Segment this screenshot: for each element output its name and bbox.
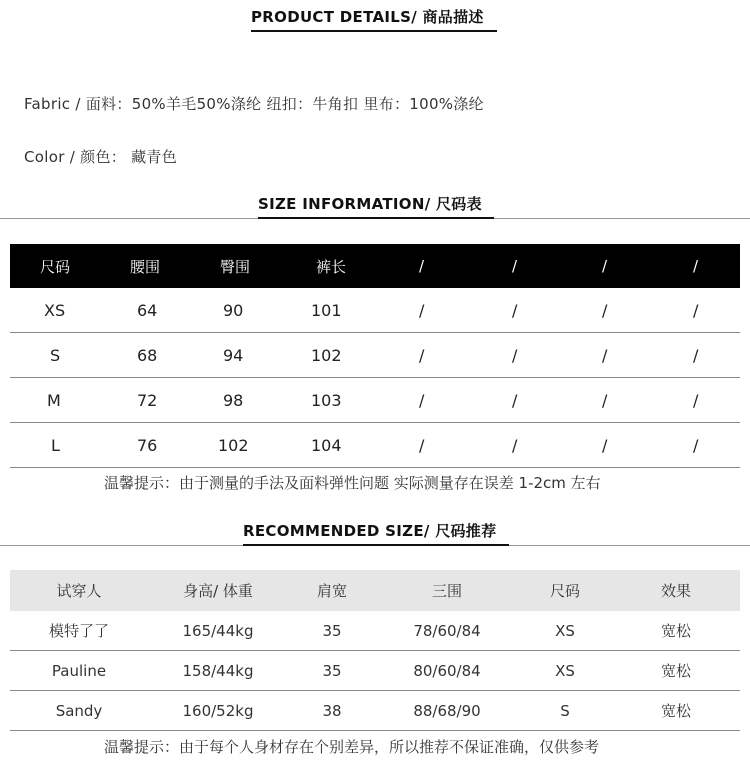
recommended-cell: 模特了了 xyxy=(10,611,148,651)
recommended-header-cell: 效果 xyxy=(612,570,740,611)
size-header-cell: / xyxy=(668,244,740,288)
recommended-note: 温馨提示：由于每个人身材存在个别差异，所以推荐不保证准确，仅供参考 xyxy=(104,738,600,756)
size-cell: / xyxy=(490,378,578,423)
size-header-cell: / xyxy=(578,244,668,288)
size-cell: / xyxy=(490,333,578,378)
color-line: Color / 颜色： 藏青色 xyxy=(24,148,178,166)
recommended-header-cell: 肩宽 xyxy=(288,570,376,611)
size-cell: / xyxy=(668,288,740,333)
size-cell: 94 xyxy=(198,333,291,378)
size-cell: XS xyxy=(10,288,110,333)
table-row xyxy=(10,378,740,423)
size-cell: 64 xyxy=(110,288,198,333)
recommended-cell: 宽松 xyxy=(612,611,740,651)
size-cell: / xyxy=(578,333,668,378)
size-cell: / xyxy=(490,423,578,468)
size-cell: S xyxy=(10,333,110,378)
table-row xyxy=(10,288,740,333)
recommended-cell: 165/44kg xyxy=(148,611,288,651)
size-header-cell: 尺码 xyxy=(10,244,110,288)
size-header-cell: 腰围 xyxy=(110,244,198,288)
size-cell: 101 xyxy=(291,288,397,333)
recommended-underline xyxy=(243,544,509,546)
recommended-cell: Sandy xyxy=(10,691,148,731)
size-cell: 98 xyxy=(198,378,291,423)
recommended-header-row xyxy=(10,570,740,611)
size-table xyxy=(10,244,740,468)
recommended-cell: XS xyxy=(518,611,612,651)
product-details-title: PRODUCT DETAILS/ 商品描述 xyxy=(251,8,484,26)
size-cell: M xyxy=(10,378,110,423)
recommended-cell: 158/44kg xyxy=(148,651,288,691)
size-cell: L xyxy=(10,423,110,468)
recommended-cell: 80/60/84 xyxy=(376,651,518,691)
recommended-header-cell: 尺码 xyxy=(518,570,612,611)
size-cell: 76 xyxy=(110,423,198,468)
size-cell: 102 xyxy=(198,423,291,468)
table-row xyxy=(10,423,740,468)
table-row xyxy=(10,691,740,731)
size-cell: / xyxy=(668,378,740,423)
recommended-title: RECOMMENDED SIZE/ 尺码推荐 xyxy=(243,522,497,540)
size-cell: / xyxy=(668,333,740,378)
recommended-cell: 88/68/90 xyxy=(376,691,518,731)
size-cell: 103 xyxy=(291,378,397,423)
recommended-cell: XS xyxy=(518,651,612,691)
size-cell: 68 xyxy=(110,333,198,378)
size-cell: / xyxy=(578,378,668,423)
size-cell: / xyxy=(668,423,740,468)
size-table-header-row xyxy=(10,244,740,288)
size-cell: 104 xyxy=(291,423,397,468)
recommended-cell: Pauline xyxy=(10,651,148,691)
size-info-underline xyxy=(258,217,494,219)
size-cell: / xyxy=(397,378,490,423)
recommended-header-cell: 试穿人 xyxy=(10,570,148,611)
size-header-cell: / xyxy=(397,244,490,288)
recommended-cell: 35 xyxy=(288,651,376,691)
recommended-header-cell: 三围 xyxy=(376,570,518,611)
recommended-cell: 38 xyxy=(288,691,376,731)
size-cell: 102 xyxy=(291,333,397,378)
size-header-cell: / xyxy=(490,244,578,288)
size-cell: / xyxy=(397,333,490,378)
size-note: 温馨提示：由于测量的手法及面料弹性问题 实际测量存在误差 1-2cm 左右 xyxy=(104,474,601,492)
recommended-cell: 160/52kg xyxy=(148,691,288,731)
recommended-cell: 宽松 xyxy=(612,651,740,691)
size-cell: / xyxy=(397,423,490,468)
product-details-underline xyxy=(251,30,497,32)
size-cell: / xyxy=(490,288,578,333)
recommended-cell: S xyxy=(518,691,612,731)
table-row xyxy=(10,651,740,691)
table-row xyxy=(10,611,740,651)
size-cell: 72 xyxy=(110,378,198,423)
size-cell: / xyxy=(578,423,668,468)
size-cell: 90 xyxy=(198,288,291,333)
recommended-cell: 78/60/84 xyxy=(376,611,518,651)
size-header-cell: 裤长 xyxy=(291,244,397,288)
size-cell: / xyxy=(397,288,490,333)
recommended-cell: 35 xyxy=(288,611,376,651)
size-header-cell: 臀围 xyxy=(198,244,291,288)
recommended-header-cell: 身高/ 体重 xyxy=(148,570,288,611)
recommended-cell: 宽松 xyxy=(612,691,740,731)
table-row xyxy=(10,333,740,378)
recommended-table xyxy=(10,570,740,731)
fabric-line: Fabric / 面料：50%羊毛50%涤纶 纽扣：牛角扣 里布：100%涤纶 xyxy=(24,95,484,113)
size-info-title: SIZE INFORMATION/ 尺码表 xyxy=(258,195,482,213)
size-cell: / xyxy=(578,288,668,333)
